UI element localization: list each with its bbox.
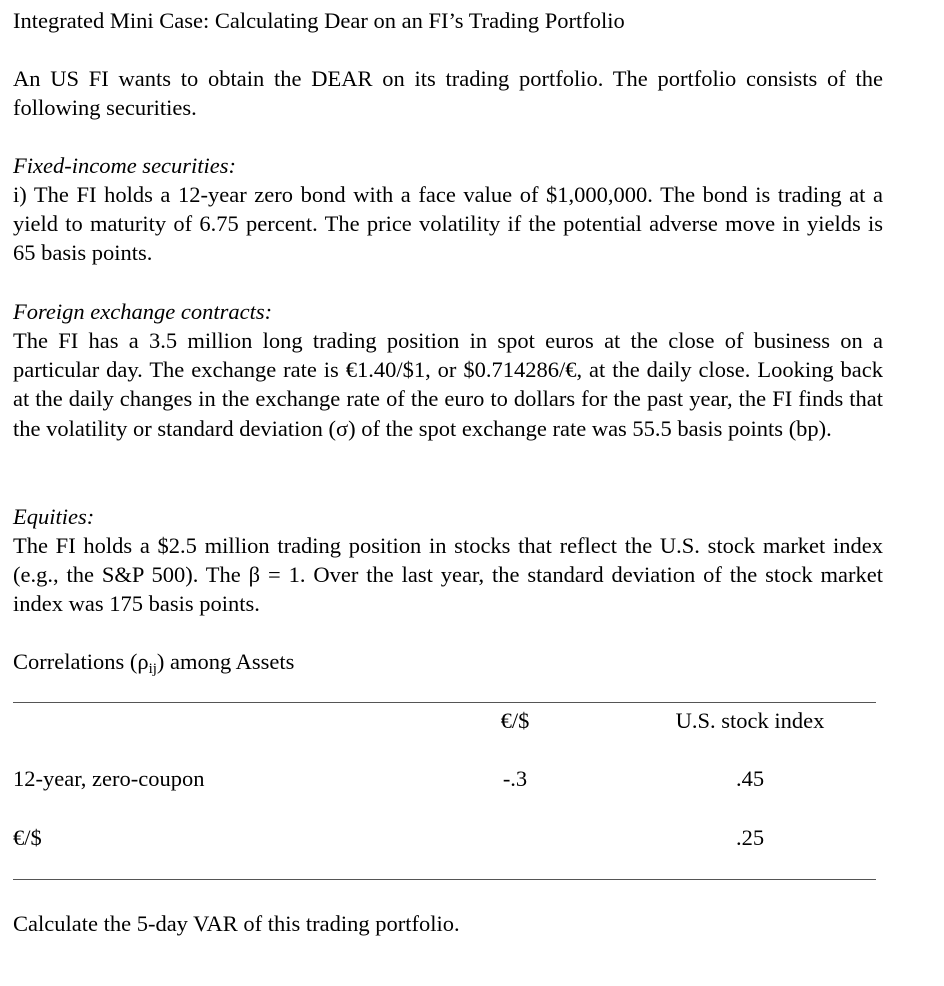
case-title: Integrated Mini Case: Calculating Dear on an FI’s Trading Portfolio — [13, 8, 625, 33]
question-text: Calculate the 5-day VAR of this trading portfolio. — [13, 911, 460, 936]
row-label-zero-coupon: 12-year, zero-coupon — [13, 766, 205, 791]
fixed-income-heading: Fixed-income securities: — [13, 153, 237, 178]
correlations-title-subscript: ij — [148, 661, 157, 677]
correlations-title-prefix: Correlations (ρ — [13, 649, 149, 674]
table-top-rule — [13, 702, 876, 703]
table-bottom-rule — [13, 879, 876, 880]
correlations-title-suffix: ) among Assets — [156, 649, 295, 674]
correlations-table-title — [13, 647, 883, 676]
fx-contracts-paragraph: The FI has a 3.5 million long trading position in spot euros at the close of business on a particular day. The exchange rate is €1.40/$1, or $0.714286/€, at the daily close. Looking back at the daily changes in the exchange rate of the euro to dollars for the past year, the FI finds that the volatility or standard deviation (σ) of the spot exchange rate was 55.5 basis points (bp). — [13, 328, 883, 441]
cell-eur-usd-stock-index: .25 — [735, 825, 765, 850]
row-label-eur-usd: €/$ — [13, 825, 42, 850]
column-header-eur-usd: €/$ — [500, 708, 530, 733]
column-header-us-stock-index: U.S. stock index — [675, 708, 825, 733]
intro-paragraph: An US FI wants to obtain the DEAR on its trading portfolio. The portfolio consists of the following securities. — [13, 66, 883, 121]
fixed-income-paragraph: i) The FI holds a 12-year zero bond with a face value of $1,000,000. The bond is trading at a yield to maturity of 6.75 percent. The price volatility if the potential adverse move in yields is 65 basis points. — [13, 182, 883, 266]
fx-contracts-heading: Foreign exchange contracts: — [13, 299, 273, 324]
equities-paragraph: The FI holds a $2.5 million trading position in stocks that reflect the U.S. stock market index (e.g., the S&P 500). The β = 1. Over the last year, the standard deviation of the stock market index was 175 basis points. — [13, 533, 883, 617]
cell-zero-coupon-eur-usd: -.3 — [502, 766, 528, 791]
cell-zero-coupon-stock-index: .45 — [735, 766, 765, 791]
equities-heading: Equities: — [13, 504, 95, 529]
